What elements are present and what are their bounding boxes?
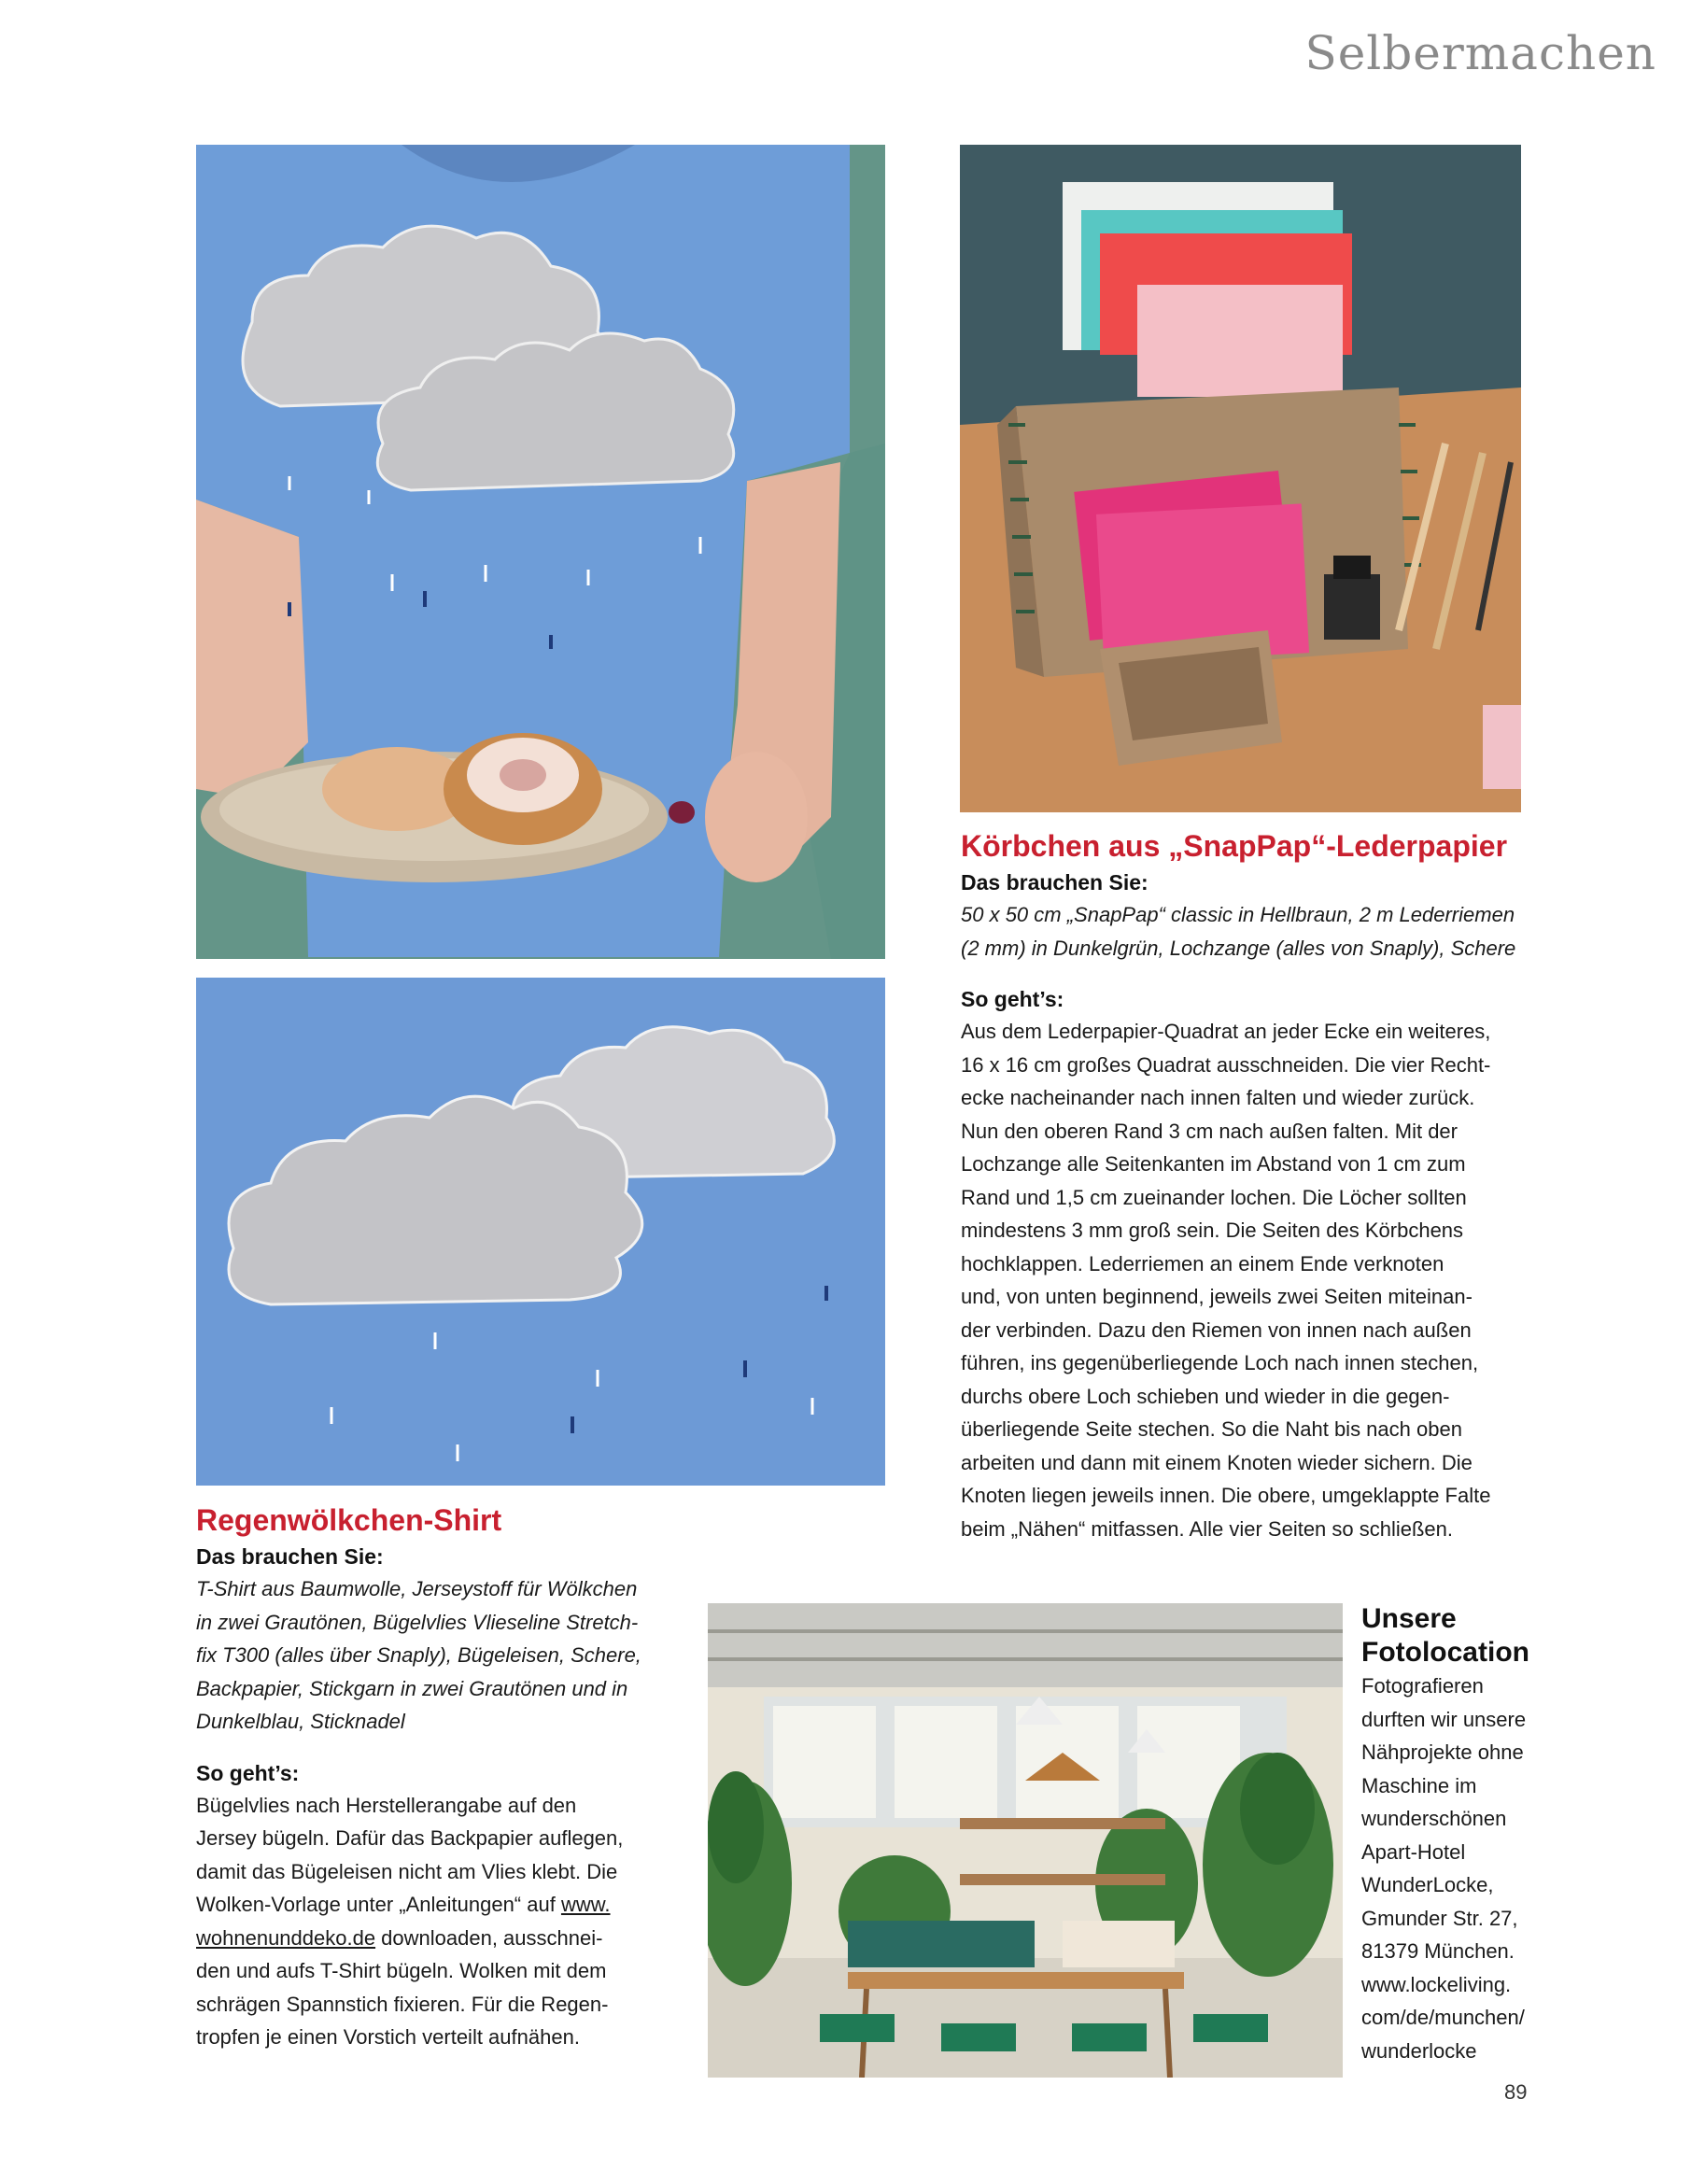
basket-material-line: 50 x 50 cm „SnapPap“ classic in Hellbraun, 2 m Lederriemen xyxy=(961,903,1515,926)
shirt-photo xyxy=(196,145,885,959)
basket-needs-heading: Das brauchen Sie: xyxy=(961,870,1148,895)
shirt-step-text: downloaden, ausschnei- xyxy=(375,1925,603,1950)
location-url-line[interactable]: www.lockeliving. xyxy=(1361,1972,1512,1996)
shirt-howto-heading: So geht’s: xyxy=(196,1760,300,1785)
basket-step-line: Knoten liegen jeweils innen. Die obere, umgeklappte Falte xyxy=(961,1484,1491,1507)
section-title: Selbermachen xyxy=(1304,26,1656,80)
basket-step-line: der verbinden. Dazu den Riemen von innen nach außen xyxy=(961,1317,1472,1342)
basket-step-line: ecke nacheinander nach innen falten und wieder zurück. xyxy=(961,1086,1475,1109)
shirt-step-line: tropfen je einen Vorstich verteilt aufnähen. xyxy=(196,2025,580,2049)
location-title-line: Unsere xyxy=(1361,1603,1457,1634)
shirt-step-line: Bügelvlies nach Herstellerangabe auf den xyxy=(196,1793,577,1817)
basket-material-line: (2 mm) in Dunkelgrün, Lochzange (alles von Snaply), Schere xyxy=(961,936,1516,960)
location-line: Nähprojekte ohne xyxy=(1361,1740,1524,1764)
shirt-step-line xyxy=(196,1888,682,1922)
basket-step-line: Aus dem Lederpapier-Quadrat an jeder Ecke ein weiteres, xyxy=(961,1020,1491,1043)
basket-step-line: Nun den oberen Rand 3 cm nach außen falten. Mit der xyxy=(961,1119,1458,1143)
shirt-needs-heading: Das brauchen Sie: xyxy=(196,1544,384,1569)
basket-step-line: 16 x 16 cm großes Quadrat ausschneiden. Die vier Recht- xyxy=(961,1052,1491,1077)
basket-step-line: mindestens 3 mm groß sein. Die Seiten des Körbchens xyxy=(961,1219,1464,1242)
basket-article xyxy=(961,827,1558,1545)
shirt-material-line: T-Shirt aus Baumwolle, Jerseystoff für Wölkchen xyxy=(196,1577,638,1600)
basket-title: Körbchen aus „SnapPap“-Lederpapier xyxy=(961,829,1508,863)
basket-step-line: beim „Nähen“ mitfassen. Alle vier Seiten so schließen. xyxy=(961,1516,1454,1541)
basket-step-line: überliegende Seite stechen. So die Naht bis nach oben xyxy=(961,1417,1462,1441)
shirt-step-line: den und aufs T-Shirt bügeln. Wolken mit dem xyxy=(196,1959,607,1982)
location-line: Gmunder Str. 27, xyxy=(1361,1906,1518,1930)
page-number: 89 xyxy=(1504,2080,1528,2104)
location-line: durften wir unsere xyxy=(1361,1707,1527,1731)
shirt-step-line: damit das Bügeleisen nicht am Vlies klebt. Die xyxy=(196,1859,618,1883)
location-line: wunderschönen xyxy=(1361,1807,1507,1830)
shirt-article xyxy=(196,1501,682,2054)
location-line: WunderLocke, xyxy=(1361,1873,1494,1896)
website-link[interactable]: www. xyxy=(560,1893,611,1916)
location-line: Fotografieren xyxy=(1361,1674,1484,1698)
location-line: Maschine im xyxy=(1361,1773,1477,1797)
basket-step-line: Rand und 1,5 cm zueinander lochen. Die Löcher sollten xyxy=(961,1185,1467,1209)
hotel-location-photo xyxy=(708,1603,1343,2078)
basket-step-line: durchs obere Loch schieben und wieder in die gegen- xyxy=(961,1384,1450,1408)
basket-step-line: und, von unten beginnend, jeweils zwei Seiten miteinan- xyxy=(961,1285,1473,1308)
shirt-material-line: in zwei Grautönen, Bügelvlies Vlieseline Stretch- xyxy=(196,1610,639,1634)
shirt-step-line: Jersey bügeln. Dafür das Backpapier auflegen, xyxy=(196,1826,624,1850)
shirt-title: Regenwölkchen-Shirt xyxy=(196,1503,502,1537)
location-box xyxy=(1361,1602,1585,2067)
basket-step-line: führen, ins gegenüberliegende Loch nach innen stechen, xyxy=(961,1351,1479,1374)
location-title-line: Fotolocation xyxy=(1361,1637,1529,1668)
shirt-material-line: Dunkelblau, Sticknadel xyxy=(196,1710,405,1733)
location-line: Apart-Hotel xyxy=(1361,1839,1466,1864)
shirt-step-line: schrägen Spannstich fixieren. Für die Regen- xyxy=(196,1992,609,2016)
basket-howto-heading: So geht’s: xyxy=(961,987,1064,1011)
shirt-step-text: Wolken-Vorlage unter „Anleitungen“ auf xyxy=(196,1893,561,1916)
basket-step-line: Lochzange alle Seitenkanten im Abstand von 1 cm zum xyxy=(961,1152,1466,1176)
basket-step-line: arbeiten und dann mit einem Knoten wieder sichern. Die xyxy=(961,1450,1473,1474)
location-line: 81379 München. xyxy=(1361,1939,1515,1963)
location-url-line[interactable]: com/de/munchen/ xyxy=(1361,2006,1525,2029)
cloud-detail-photo xyxy=(196,978,885,1486)
website-link[interactable]: wohnenunddeko.de xyxy=(196,1925,376,1950)
shirt-step-line xyxy=(196,1922,682,1955)
shirt-material-line: fix T300 (alles über Snaply), Bügeleisen, Schere, xyxy=(196,1643,641,1667)
shirt-material-line: Backpapier, Stickgarn in zwei Grautönen und in xyxy=(196,1676,628,1700)
location-url-line[interactable]: wunderlocke xyxy=(1361,2038,1477,2063)
basket-photo xyxy=(960,145,1521,812)
basket-step-line: hochklappen. Lederriemen an einem Ende verknoten xyxy=(961,1251,1444,1275)
